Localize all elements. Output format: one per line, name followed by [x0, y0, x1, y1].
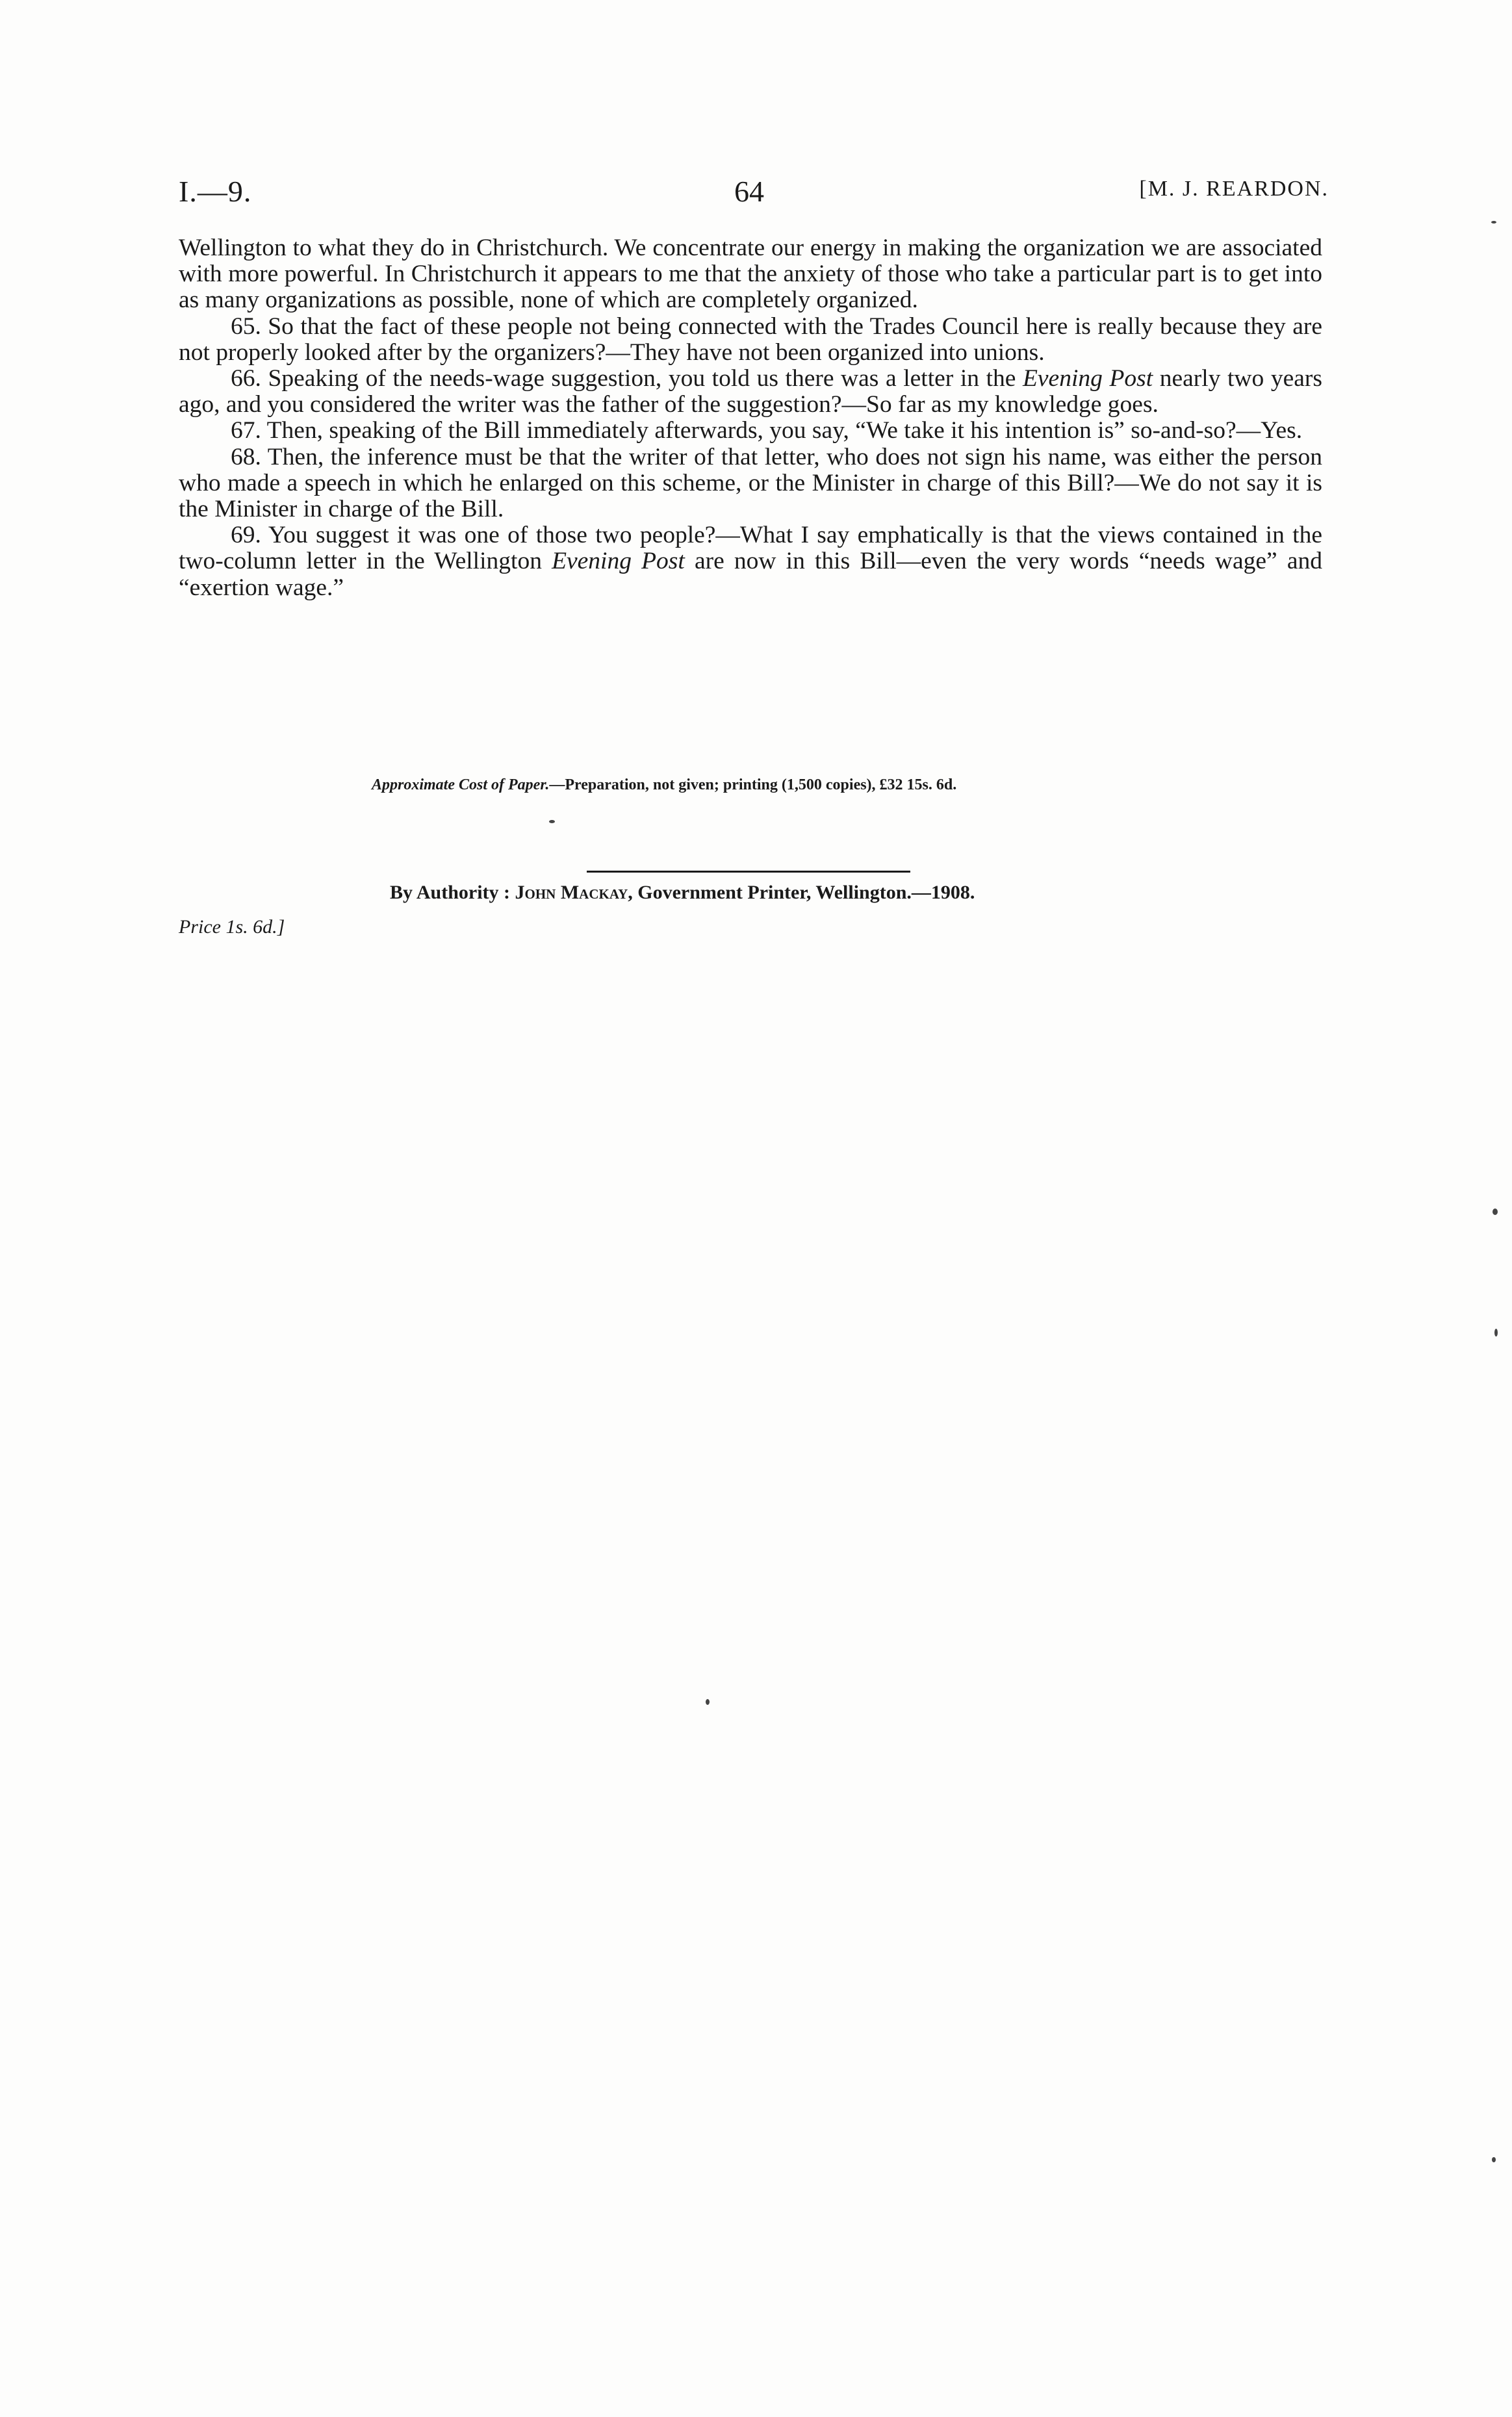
printer-authority	[390, 882, 975, 904]
paragraph-continuation	[179, 235, 1322, 314]
paragraph-text: 66. Speaking of the needs-wage suggestion, you told us there was a letter in the	[231, 365, 1023, 392]
paragraph-q67	[179, 418, 1322, 444]
paragraph-text: 65. So that the fact of these people not being connected with the Trades Council here is really because they are not properly looked after by the organizers?—They have not been organized into unions.	[179, 313, 1322, 366]
body-text	[179, 235, 1322, 601]
paragraph-q68	[179, 444, 1322, 523]
scan-speck	[1492, 2157, 1496, 2162]
paragraph-q66	[179, 366, 1322, 418]
page-header	[179, 174, 1329, 213]
authority-suffix: , Government Printer, Wellington.—1908.	[628, 882, 975, 903]
paragraph-text: nearly two years ago, and you considered the writer was the father of the suggestion?—So far as my knowledge goes.	[179, 365, 1322, 418]
paragraph-q69	[179, 522, 1322, 601]
paragraph-text: 69. You suggest it was one of those two people?—What I say emphatically is that the views contained in the two-column letter in the Wellington	[179, 522, 1322, 575]
paragraph-text: are now in this Bill—even the very words “needs wage” and “exertion wage.”	[179, 548, 1322, 601]
paragraph-q65	[179, 314, 1322, 366]
page-number: 64	[734, 175, 764, 208]
italic-text: Evening Post	[552, 548, 685, 575]
document-reference: I.—9.	[179, 175, 252, 208]
paragraph-text: Wellington to what they do in Christchurch. We concentrate our energy in making the organization we are associated with more powerful. In Christchurch it appears to me that the anxiety of those who take a particular part is to get into as many organizations as possible, none of which are completely organized.	[179, 235, 1322, 314]
cost-of-paper	[372, 776, 1216, 794]
price: Price 1s. 6d.]	[179, 916, 285, 938]
paragraph-text: 68. Then, the inference must be that the writer of that letter, who does not sign his name, was either the person who made a speech in which he enlarged on this scheme, or the Minister in charge of this Bill?—We do not say it is the Minister in charge of the Bill.	[179, 443, 1322, 523]
cost-label: Approximate Cost of Paper.	[372, 776, 550, 793]
paragraph-text: 67. Then, speaking of the Bill immediately afterwards, you say, “We take it his intention is” so-and-so?—Yes.	[231, 417, 1303, 444]
scan-speck	[549, 820, 555, 823]
cost-text: —Preparation, not given; printing (1,500 copies), £32 15s. 6d.	[549, 776, 957, 793]
scan-speck	[706, 1699, 710, 1705]
scan-speck	[1493, 1208, 1498, 1215]
authority-prefix: By Authority :	[390, 882, 515, 903]
scan-speck	[1491, 221, 1496, 224]
scan-speck	[1494, 1329, 1498, 1336]
printer-name: John Mackay	[515, 882, 628, 903]
italic-text: Evening Post	[1023, 365, 1153, 392]
witness-name: [M. J. REARDON.	[1139, 177, 1329, 201]
footer-rule	[587, 871, 910, 873]
